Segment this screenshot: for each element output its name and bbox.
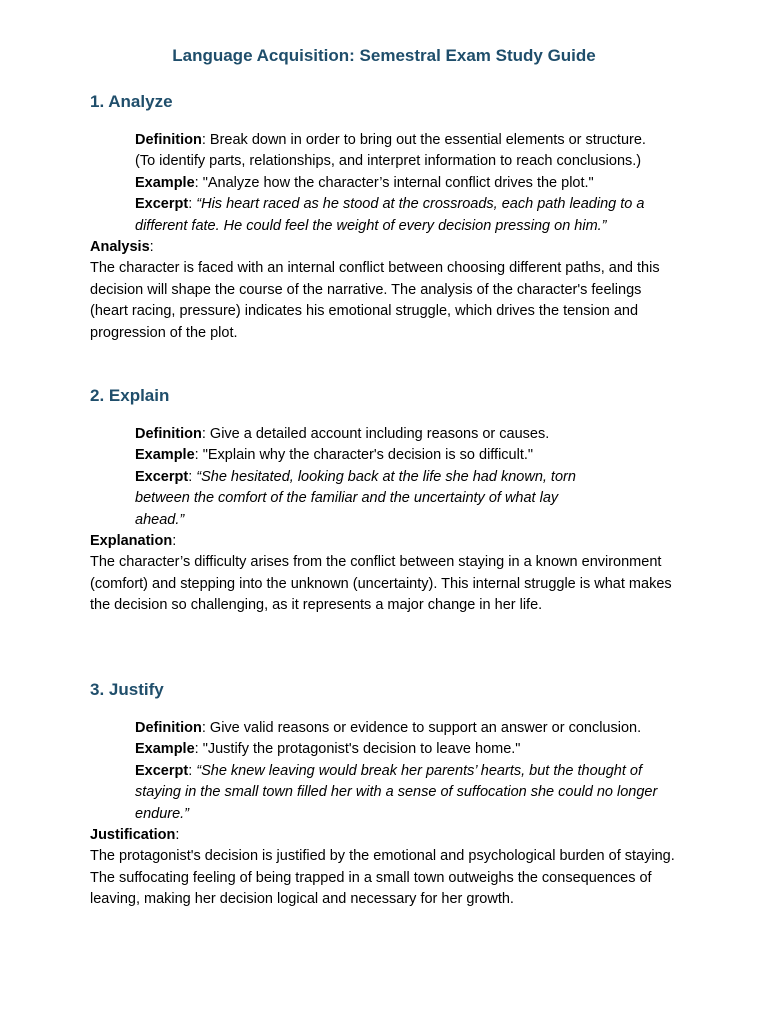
analysis-text: The character is faced with an internal conflict between choosing different paths, and this decision will shape the course of the narrative. The analysis of the character's feelings (heart racing, pressure) indicates his emotional struggle, which drives the tension and progression of the plot. — [90, 260, 660, 341]
definition-line — [135, 130, 680, 151]
definition-label: Definition — [135, 720, 202, 736]
excerpt-separator: : — [188, 762, 197, 779]
excerpt-label: Excerpt — [135, 468, 189, 485]
definition-label: Definition — [135, 426, 202, 442]
excerpt-line — [135, 194, 680, 237]
section-heading: 3. Justify — [90, 680, 164, 699]
section-justify — [90, 679, 680, 911]
excerpt-line — [135, 761, 660, 825]
document-title: Language Acquisition: Semestral Exam Study Guide — [172, 46, 596, 65]
example-label: Example — [135, 741, 195, 758]
definition-text: : Give a detailed account including reasons or causes. — [201, 426, 550, 442]
excerpt-separator: : — [188, 468, 197, 485]
explanation-heading — [90, 531, 680, 552]
definition-text: : Break down in order to bring out the essential elements or structure. — [201, 132, 646, 148]
explanation-block — [90, 531, 680, 617]
term-details — [135, 130, 680, 237]
definition-line — [135, 424, 605, 445]
analysis-heading — [90, 237, 680, 258]
example-label: Example — [135, 447, 195, 464]
analysis-separator: : — [149, 239, 154, 256]
example-text: : "Explain why the character's decision is so difficult." — [194, 447, 534, 464]
example-line — [135, 445, 605, 466]
term-details — [135, 424, 605, 531]
section-explain — [90, 385, 680, 617]
explanation-label: Explanation — [90, 533, 173, 550]
section-analyze — [90, 91, 680, 344]
justification-label: Justification — [90, 827, 176, 844]
analysis-label: Analysis — [90, 239, 150, 256]
term-details — [135, 718, 660, 825]
excerpt-separator: : — [188, 196, 197, 213]
excerpt-text: “She knew leaving would break her parents’ hearts, but the thought of staying in the small town filled her with a sense of suffocation she could no longer endure.” — [135, 762, 658, 822]
definition-text: : Give valid reasons or evidence to support an answer or conclusion. — [201, 720, 642, 736]
example-line — [135, 173, 680, 194]
excerpt-label: Excerpt — [135, 196, 189, 213]
analysis-block — [90, 237, 680, 344]
justification-separator: : — [175, 827, 180, 844]
example-text: : "Justify the protagonist's decision to leave home." — [194, 741, 521, 758]
excerpt-text: “She hesitated, looking back at the life she had known, torn between the comfort of the familiar and the uncertainty of what lay ahead.” — [135, 468, 576, 528]
section-heading: 2. Explain — [90, 386, 170, 405]
excerpt-label: Excerpt — [135, 762, 189, 779]
excerpt-line — [135, 467, 605, 531]
definition-note: (To identify parts, relationships, and interpret information to reach conclusions.) — [135, 153, 642, 170]
justification-text: The protagonist's decision is justified by the emotional and psychological burden of staying. The suffocating feeling of being trapped in a small town outweighs the consequences of leaving, making her decision logical and necessary for her growth. — [90, 848, 675, 908]
example-label: Example — [135, 174, 195, 191]
definition-line — [135, 718, 660, 739]
justification-heading — [90, 825, 680, 846]
justification-block — [90, 825, 680, 911]
example-line — [135, 739, 660, 760]
example-text: : "Analyze how the character’s internal conflict drives the plot." — [194, 174, 594, 191]
section-heading: 1. Analyze — [90, 92, 173, 111]
explanation-text: The character’s difficulty arises from the conflict between staying in a known environment (comfort) and stepping into the unknown (uncertainty). This internal struggle is what makes the decision so challenging, as it represents a major change in her life. — [90, 554, 672, 614]
explanation-separator: : — [172, 533, 177, 550]
excerpt-text: “His heart raced as he stood at the crossroads, each path leading to a different fate. He could feel the weight of every decision pressing on him.” — [135, 196, 645, 234]
definition-label: Definition — [135, 132, 202, 148]
